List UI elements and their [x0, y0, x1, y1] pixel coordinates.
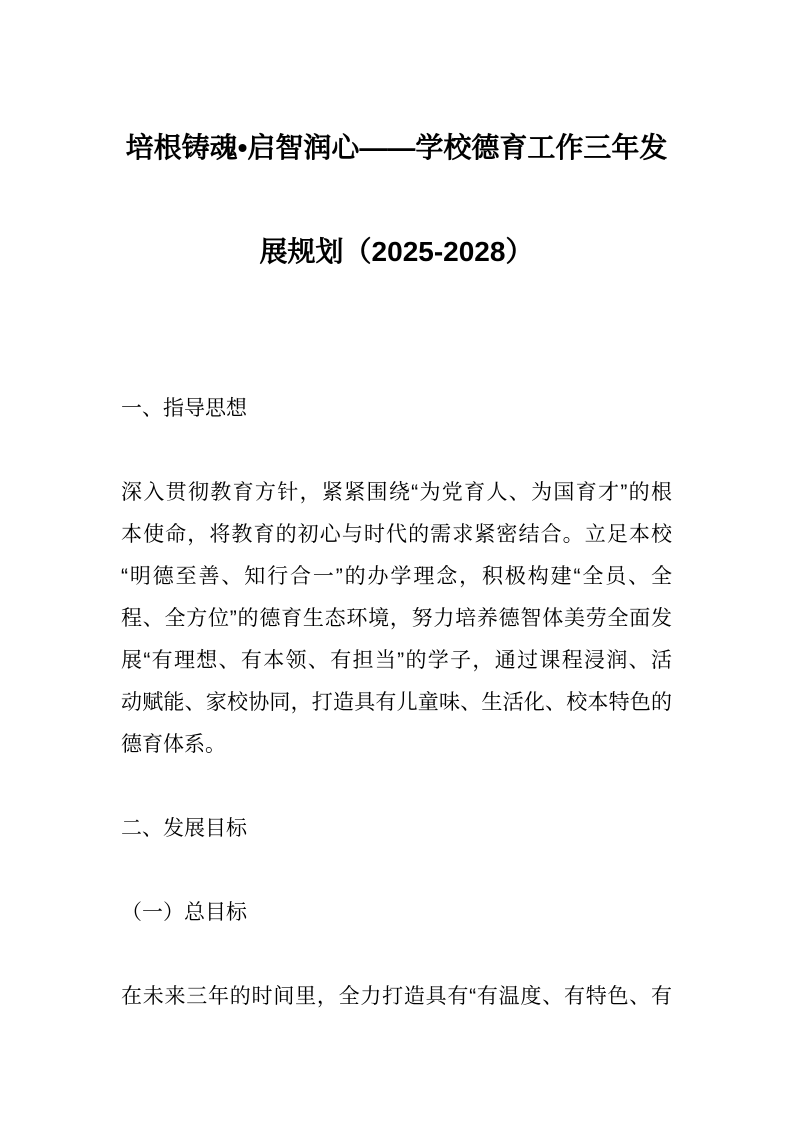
paragraph-line: 动赋能、家校协同，打造具有儿童味、生活化、校本特色的 — [121, 691, 672, 714]
paragraph-line: 深入贯彻教育方针，紧紧围绕“为党育人、为国育才”的根 — [121, 481, 672, 504]
document-title-line-1: 培根铸魂•启智润心——学校德育工作三年发 — [125, 132, 668, 163]
paragraph-line: “明德至善、知行合一”的办学理念，积极构建“全员、全 — [121, 565, 672, 588]
paragraph-line: 展“有理想、有本领、有担当”的学子，通过课程浸润、活 — [121, 649, 672, 672]
paragraph-line: 在未来三年的时间里，全力打造具有“有温度、有特色、有 — [121, 985, 672, 1008]
document-title — [121, 96, 672, 304]
paragraph-guiding-ideology — [121, 472, 672, 766]
paragraph-line: 程、全方位”的德育生态环境，努力培养德智体美劳全面发 — [121, 607, 672, 630]
paragraph-line: 本使命，将教育的初心与时代的需求紧密结合。立足本校 — [121, 523, 672, 546]
section-heading-guiding-ideology: 一、指导思想 — [121, 397, 247, 420]
paragraph-line: 德育体系。 — [121, 733, 226, 756]
document-title-line-2: 展规划（2025-2028） — [259, 236, 534, 267]
section-heading-development-goals: 二、发展目标 — [121, 817, 247, 840]
section-heading-overall-goal: （一）总目标 — [121, 901, 247, 924]
paragraph-overall-goal — [121, 976, 672, 1018]
